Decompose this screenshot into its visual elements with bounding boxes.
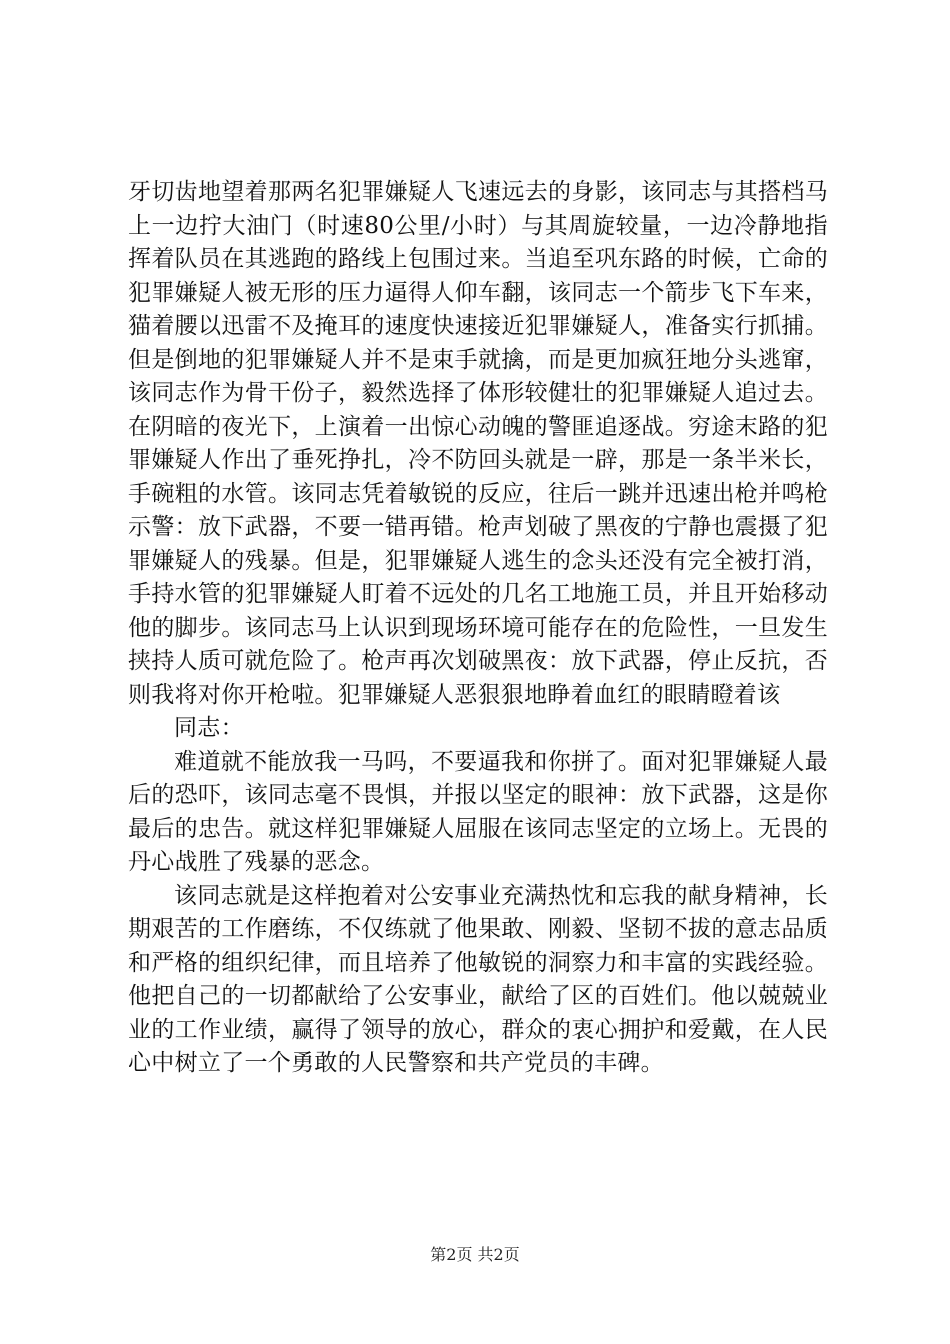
paragraph-2: 同志：: [174, 715, 244, 741]
paragraph-4: 该同志就是这样抱着对公安事业充满热忱和忘我的献身精神，长期艰苦的工作磨练，不仅练就了他果敢、刚毅、坚韧不拔的意志品质和严格的组织纪律，而且培养了他敏锐的洞察力和丰富的实践经验。他把自己的一切都献给了公安事业，献给了区的百姓们。他以兢兢业业的工作业绩，赢得了领导的放心，群众的衷心拥护和爱戴，在人民心中树立了一个勇敢的人民警察和共产党员的丰碑。: [128, 882, 828, 1076]
paragraph-1: 牙切齿地望着那两名犯罪嫌疑人飞速远去的身影，该同志与其搭档马上一边拧大油门（时速80公里/小时）与其周旋较量，一边冷静地指挥着队员在其逃跑的路线上包围过来。当追至巩东路的时候，亡命的犯罪嫌疑人被无形的压力逼得人仰车翻，该同志一个箭步飞下车来，猫着腰以迅雷不及掩耳的速度快速接近犯罪嫌疑人，准备实行抓捕。但是倒地的犯罪嫌疑人并不是束手就擒，而是更加疯狂地分头逃窜，该同志作为骨干份子，毅然选择了体形较健壮的犯罪嫌疑人追过去。在阴暗的夜光下，上演着一出惊心动魄的警匪追逐战。穷途末路的犯罪嫌疑人作出了垂死挣扎，冷不防回头就是一辟，那是一条半米长，手碗粗的水管。该同志凭着敏锐的反应，往后一跳并迅速出枪并鸣枪示警：放下武器，不要一错再错。枪声划破了黑夜的宁静也震摄了犯罪嫌疑人的残暴。但是，犯罪嫌疑人逃生的念头还没有完全被打消，手持水管的犯罪嫌疑人盯着不远处的几名工地施工员，并且开始移动他的脚步。该同志马上认识到现场环境可能存在的危险性，一旦发生挟持人质可就危险了。枪声再次划破黑夜：放下武器，停止反抗，否则我将对你开枪啦。犯罪嫌疑人恶狠狠地睁着血红的眼睛瞪着该: [128, 179, 828, 708]
document-body: [128, 176, 828, 1081]
paragraph-3: 难道就不能放我一马吗，不要逼我和你拼了。面对犯罪嫌疑人最后的恐吓，该同志毫不畏惧，并报以坚定的眼神：放下武器，这是你最后的忠告。就这样犯罪嫌疑人屈服在该同志坚定的立场上。无畏的丹心战胜了残暴的恶念。: [128, 748, 828, 875]
page-number-label: 第2页 共2页: [430, 1245, 520, 1264]
page-footer: [0, 1242, 950, 1265]
